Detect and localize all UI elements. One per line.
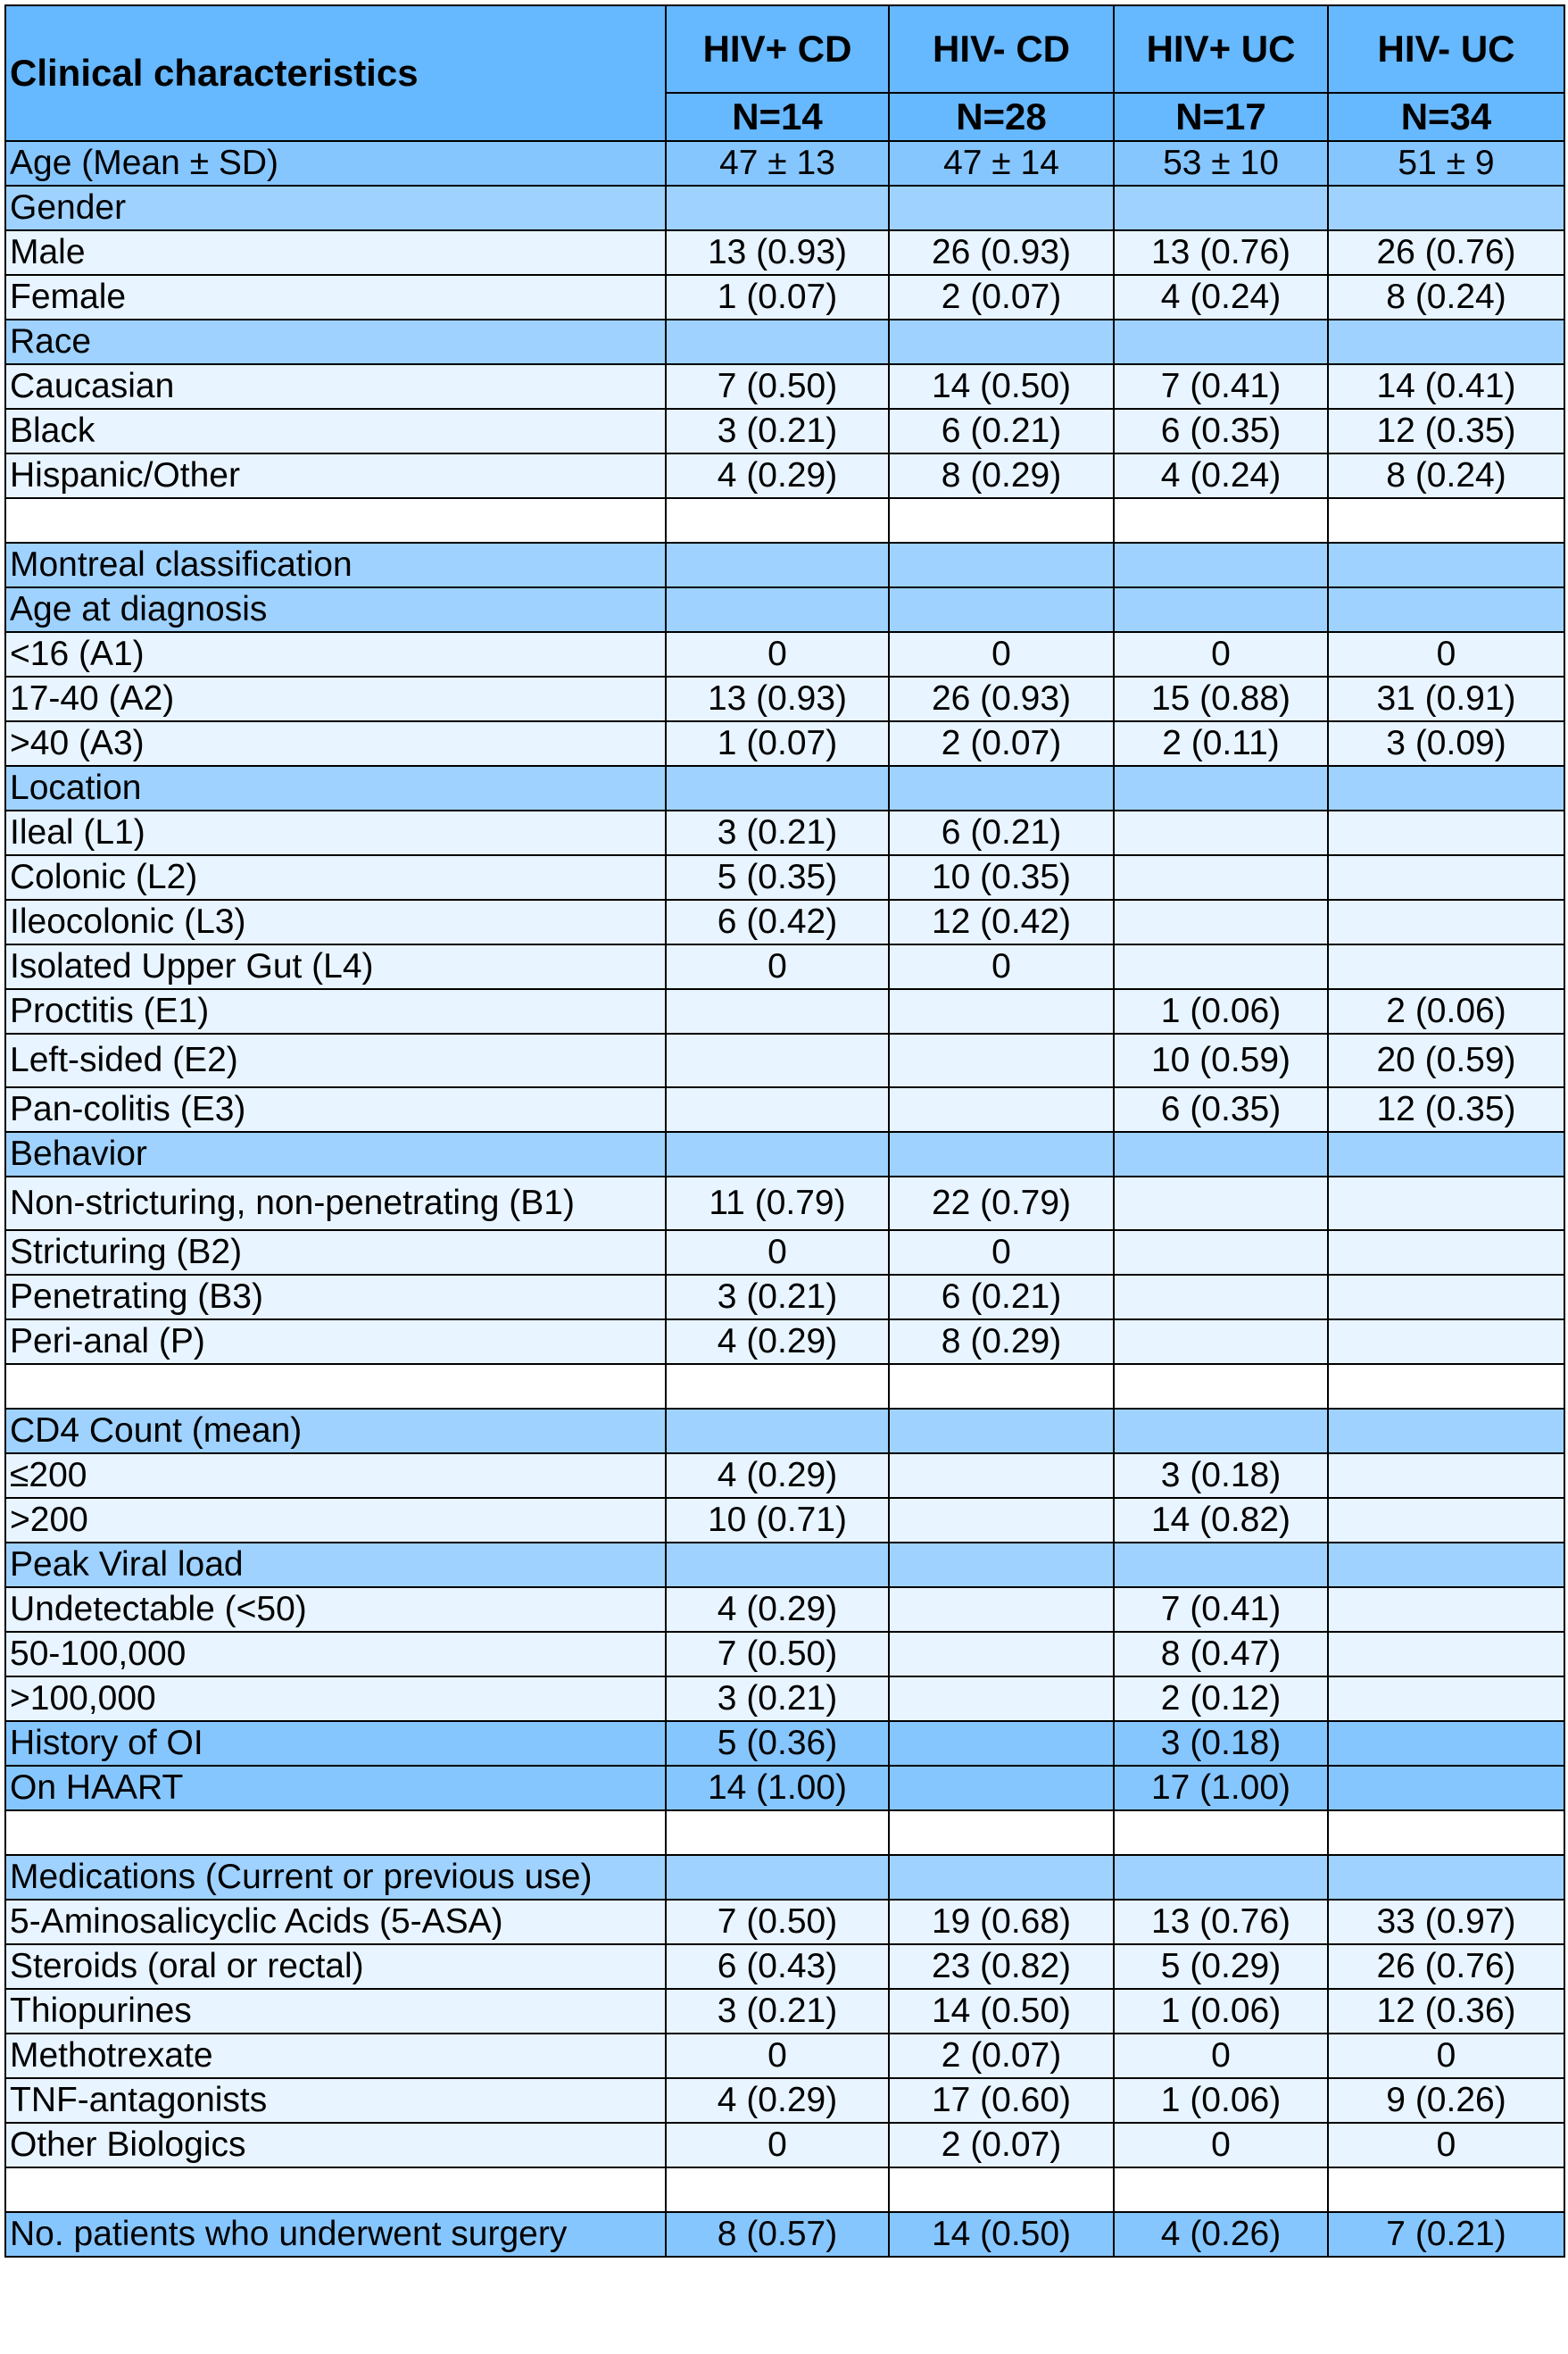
row-value: 6 (0.21) bbox=[889, 1275, 1114, 1319]
table-row bbox=[5, 1944, 1564, 1989]
row-value bbox=[1328, 900, 1564, 944]
table-row bbox=[5, 2034, 1564, 2078]
row-value bbox=[1114, 1230, 1328, 1275]
row-value bbox=[1114, 1409, 1328, 1453]
row-value: 3 (0.18) bbox=[1114, 1721, 1328, 1766]
table-row bbox=[5, 186, 1564, 230]
row-value: 31 (0.91) bbox=[1328, 677, 1564, 721]
row-value: 33 (0.97) bbox=[1328, 1900, 1564, 1944]
row-value bbox=[1114, 320, 1328, 364]
table-row bbox=[5, 1498, 1564, 1543]
row-value bbox=[666, 766, 889, 811]
row-value: 26 (0.76) bbox=[1328, 1944, 1564, 1989]
row-value bbox=[1114, 766, 1328, 811]
row-value: 7 (0.41) bbox=[1114, 364, 1328, 409]
row-value: 0 bbox=[1114, 2123, 1328, 2167]
row-value bbox=[889, 2167, 1114, 2212]
table-row bbox=[5, 855, 1564, 900]
row-label bbox=[5, 2167, 666, 2212]
table-row bbox=[5, 1810, 1564, 1855]
table-row bbox=[5, 944, 1564, 989]
table-row bbox=[5, 1364, 1564, 1409]
row-value: 0 bbox=[1114, 2034, 1328, 2078]
row-value bbox=[1328, 498, 1564, 543]
table-row bbox=[5, 453, 1564, 498]
row-label: Black bbox=[5, 409, 666, 453]
row-value: 8 (0.29) bbox=[889, 453, 1114, 498]
row-value: 6 (0.42) bbox=[666, 900, 889, 944]
row-value: 3 (0.21) bbox=[666, 1275, 889, 1319]
row-label: Undetectable (<50) bbox=[5, 1587, 666, 1632]
row-value: 26 (0.93) bbox=[889, 677, 1114, 721]
row-value bbox=[1114, 543, 1328, 587]
row-value bbox=[889, 1855, 1114, 1900]
row-label: Behavior bbox=[5, 1132, 666, 1177]
row-value bbox=[1328, 1498, 1564, 1543]
row-value: 8 (0.24) bbox=[1328, 275, 1564, 320]
row-value bbox=[889, 543, 1114, 587]
row-value bbox=[889, 498, 1114, 543]
row-value: 1 (0.07) bbox=[666, 275, 889, 320]
row-value: 7 (0.50) bbox=[666, 364, 889, 409]
row-value bbox=[889, 320, 1114, 364]
row-value: 9 (0.26) bbox=[1328, 2078, 1564, 2123]
row-value: 4 (0.29) bbox=[666, 1453, 889, 1498]
row-value: 4 (0.29) bbox=[666, 1587, 889, 1632]
row-label: Male bbox=[5, 230, 666, 275]
row-value: 4 (0.29) bbox=[666, 2078, 889, 2123]
row-value: 3 (0.21) bbox=[666, 1676, 889, 1721]
group-header-hiv-neg-uc: HIV- UC bbox=[1328, 5, 1564, 93]
n-hiv-pos-cd: N=14 bbox=[666, 93, 889, 141]
row-value bbox=[666, 498, 889, 543]
table-row bbox=[5, 632, 1564, 677]
table-row bbox=[5, 1275, 1564, 1319]
row-value: 13 (0.76) bbox=[1114, 230, 1328, 275]
row-value: 5 (0.29) bbox=[1114, 1944, 1328, 1989]
row-value: 4 (0.29) bbox=[666, 1319, 889, 1364]
row-value bbox=[1114, 1132, 1328, 1177]
row-label: Isolated Upper Gut (L4) bbox=[5, 944, 666, 989]
row-value: 17 (1.00) bbox=[1114, 1766, 1328, 1810]
row-value bbox=[1328, 1132, 1564, 1177]
n-hiv-pos-uc: N=17 bbox=[1114, 93, 1328, 141]
row-value bbox=[889, 1498, 1114, 1543]
row-value: 0 bbox=[889, 944, 1114, 989]
row-value bbox=[1328, 1676, 1564, 1721]
table-row bbox=[5, 498, 1564, 543]
table-title: Clinical characteristics bbox=[5, 5, 666, 141]
row-label: CD4 Count (mean) bbox=[5, 1409, 666, 1453]
row-label: >100,000 bbox=[5, 1676, 666, 1721]
table-row bbox=[5, 2123, 1564, 2167]
row-value bbox=[889, 1632, 1114, 1676]
row-label: Methotrexate bbox=[5, 2034, 666, 2078]
row-label: Age (Mean ± SD) bbox=[5, 141, 666, 186]
row-value bbox=[889, 1409, 1114, 1453]
table-body bbox=[5, 141, 1564, 2257]
row-value bbox=[1328, 1632, 1564, 1676]
table-row bbox=[5, 141, 1564, 186]
row-label: Colonic (L2) bbox=[5, 855, 666, 900]
row-value: 3 (0.21) bbox=[666, 1989, 889, 2034]
row-value: 0 bbox=[666, 2034, 889, 2078]
row-value: 1 (0.07) bbox=[666, 721, 889, 766]
table-row bbox=[5, 1989, 1564, 2034]
row-value bbox=[1328, 1721, 1564, 1766]
row-value: 7 (0.50) bbox=[666, 1900, 889, 1944]
table-row bbox=[5, 2167, 1564, 2212]
row-label: 50-100,000 bbox=[5, 1632, 666, 1676]
row-value bbox=[1328, 186, 1564, 230]
row-label: Female bbox=[5, 275, 666, 320]
row-value bbox=[1328, 855, 1564, 900]
row-value: 1 (0.06) bbox=[1114, 2078, 1328, 2123]
row-value bbox=[1114, 587, 1328, 632]
row-value bbox=[666, 320, 889, 364]
row-value bbox=[889, 1543, 1114, 1587]
row-value: 13 (0.93) bbox=[666, 677, 889, 721]
row-value: 23 (0.82) bbox=[889, 1944, 1114, 1989]
row-label: Medications (Current or previous use) bbox=[5, 1855, 666, 1900]
n-hiv-neg-cd: N=28 bbox=[889, 93, 1114, 141]
row-value bbox=[1328, 587, 1564, 632]
row-label: Other Biologics bbox=[5, 2123, 666, 2167]
row-value: 6 (0.21) bbox=[889, 811, 1114, 855]
row-value: 17 (0.60) bbox=[889, 2078, 1114, 2123]
row-value bbox=[666, 1087, 889, 1132]
row-value bbox=[666, 543, 889, 587]
row-value: 2 (0.07) bbox=[889, 2123, 1114, 2167]
row-label: On HAART bbox=[5, 1766, 666, 1810]
row-value: 8 (0.29) bbox=[889, 1319, 1114, 1364]
row-value: 5 (0.35) bbox=[666, 855, 889, 900]
row-value bbox=[889, 1132, 1114, 1177]
row-value bbox=[1114, 1855, 1328, 1900]
table-row bbox=[5, 1409, 1564, 1453]
row-label: Thiopurines bbox=[5, 1989, 666, 2034]
row-label: Montreal classification bbox=[5, 543, 666, 587]
row-value bbox=[666, 1409, 889, 1453]
row-label: Hispanic/Other bbox=[5, 453, 666, 498]
row-value: 1 (0.06) bbox=[1114, 1989, 1328, 2034]
table-row bbox=[5, 1632, 1564, 1676]
row-value bbox=[889, 1721, 1114, 1766]
row-value bbox=[889, 766, 1114, 811]
row-value bbox=[1328, 944, 1564, 989]
row-value: 10 (0.59) bbox=[1114, 1034, 1328, 1087]
row-value: 6 (0.35) bbox=[1114, 409, 1328, 453]
table-row bbox=[5, 230, 1564, 275]
table-row bbox=[5, 543, 1564, 587]
row-value: 2 (0.06) bbox=[1328, 989, 1564, 1034]
row-value bbox=[1328, 1319, 1564, 1364]
row-label: >200 bbox=[5, 1498, 666, 1543]
row-value bbox=[889, 1766, 1114, 1810]
row-value: 10 (0.35) bbox=[889, 855, 1114, 900]
table-row bbox=[5, 2212, 1564, 2257]
table-row bbox=[5, 1543, 1564, 1587]
row-value bbox=[666, 1364, 889, 1409]
table-row bbox=[5, 677, 1564, 721]
row-value: 8 (0.47) bbox=[1114, 1632, 1328, 1676]
row-label: <16 (A1) bbox=[5, 632, 666, 677]
group-header-hiv-neg-cd: HIV- CD bbox=[889, 5, 1114, 93]
row-value bbox=[1328, 1766, 1564, 1810]
row-label: Stricturing (B2) bbox=[5, 1230, 666, 1275]
row-label: Gender bbox=[5, 186, 666, 230]
row-value: 2 (0.11) bbox=[1114, 721, 1328, 766]
row-label: ≤200 bbox=[5, 1453, 666, 1498]
row-value bbox=[1114, 1810, 1328, 1855]
row-label bbox=[5, 498, 666, 543]
table-row bbox=[5, 1855, 1564, 1900]
row-value: 20 (0.59) bbox=[1328, 1034, 1564, 1087]
table-row bbox=[5, 1721, 1564, 1766]
table-row bbox=[5, 1319, 1564, 1364]
row-value bbox=[1328, 320, 1564, 364]
row-value: 22 (0.79) bbox=[889, 1177, 1114, 1230]
row-value: 0 bbox=[889, 632, 1114, 677]
table-row bbox=[5, 364, 1564, 409]
row-label bbox=[5, 1810, 666, 1855]
row-value: 0 bbox=[1328, 2034, 1564, 2078]
table-row bbox=[5, 989, 1564, 1034]
row-value: 47 ± 13 bbox=[666, 141, 889, 186]
row-value bbox=[1328, 1364, 1564, 1409]
row-value bbox=[1328, 543, 1564, 587]
row-label: Steroids (oral or rectal) bbox=[5, 1944, 666, 1989]
row-value bbox=[1328, 1855, 1564, 1900]
row-value bbox=[889, 587, 1114, 632]
clinical-characteristics-table bbox=[4, 4, 1565, 2258]
row-value bbox=[1328, 1177, 1564, 1230]
table-row bbox=[5, 1676, 1564, 1721]
row-value bbox=[1114, 855, 1328, 900]
table-row bbox=[5, 1132, 1564, 1177]
row-value: 7 (0.41) bbox=[1114, 1587, 1328, 1632]
table-row bbox=[5, 1900, 1564, 1944]
row-value: 14 (1.00) bbox=[666, 1766, 889, 1810]
row-value bbox=[1114, 186, 1328, 230]
table-row bbox=[5, 2078, 1564, 2123]
row-label: Non-stricturing, non-penetrating (B1) bbox=[5, 1177, 666, 1230]
row-value bbox=[1328, 1453, 1564, 1498]
row-value: 14 (0.41) bbox=[1328, 364, 1564, 409]
row-value bbox=[666, 186, 889, 230]
group-header-hiv-pos-uc: HIV+ UC bbox=[1114, 5, 1328, 93]
row-value: 14 (0.82) bbox=[1114, 1498, 1328, 1543]
row-label: >40 (A3) bbox=[5, 721, 666, 766]
row-value: 26 (0.93) bbox=[889, 230, 1114, 275]
table-row bbox=[5, 275, 1564, 320]
row-value bbox=[1114, 1543, 1328, 1587]
table-row bbox=[5, 587, 1564, 632]
row-value bbox=[1114, 1275, 1328, 1319]
table-row bbox=[5, 1453, 1564, 1498]
header-row-groups bbox=[5, 5, 1564, 93]
group-header-hiv-pos-cd: HIV+ CD bbox=[666, 5, 889, 93]
row-value: 0 bbox=[889, 1230, 1114, 1275]
row-value: 53 ± 10 bbox=[1114, 141, 1328, 186]
row-value: 12 (0.35) bbox=[1328, 1087, 1564, 1132]
row-value bbox=[1114, 900, 1328, 944]
row-value: 47 ± 14 bbox=[889, 141, 1114, 186]
row-label: Ileal (L1) bbox=[5, 811, 666, 855]
row-value bbox=[1114, 1177, 1328, 1230]
row-value: 15 (0.88) bbox=[1114, 677, 1328, 721]
row-value bbox=[1114, 811, 1328, 855]
n-hiv-neg-uc: N=34 bbox=[1328, 93, 1564, 141]
row-value: 3 (0.21) bbox=[666, 409, 889, 453]
row-value bbox=[666, 1543, 889, 1587]
row-label: 17-40 (A2) bbox=[5, 677, 666, 721]
row-value bbox=[1328, 2167, 1564, 2212]
row-label: Penetrating (B3) bbox=[5, 1275, 666, 1319]
row-value bbox=[889, 1810, 1114, 1855]
table-row bbox=[5, 766, 1564, 811]
row-value bbox=[1114, 944, 1328, 989]
row-label: TNF-antagonists bbox=[5, 2078, 666, 2123]
row-value: 11 (0.79) bbox=[666, 1177, 889, 1230]
row-value: 4 (0.26) bbox=[1114, 2212, 1328, 2257]
row-value: 0 bbox=[1328, 2123, 1564, 2167]
row-value: 2 (0.07) bbox=[889, 721, 1114, 766]
row-value bbox=[666, 2167, 889, 2212]
row-value: 4 (0.29) bbox=[666, 453, 889, 498]
row-value bbox=[889, 1087, 1114, 1132]
row-label: Proctitis (E1) bbox=[5, 989, 666, 1034]
table-row bbox=[5, 1230, 1564, 1275]
table-row bbox=[5, 1766, 1564, 1810]
row-value: 12 (0.35) bbox=[1328, 409, 1564, 453]
row-value: 5 (0.36) bbox=[666, 1721, 889, 1766]
row-value: 2 (0.12) bbox=[1114, 1676, 1328, 1721]
row-value: 13 (0.93) bbox=[666, 230, 889, 275]
row-value: 0 bbox=[1328, 632, 1564, 677]
row-value bbox=[1114, 2167, 1328, 2212]
row-value bbox=[1328, 1409, 1564, 1453]
row-value: 26 (0.76) bbox=[1328, 230, 1564, 275]
table-row bbox=[5, 1087, 1564, 1132]
row-value bbox=[1328, 1230, 1564, 1275]
row-value: 6 (0.21) bbox=[889, 409, 1114, 453]
row-value: 13 (0.76) bbox=[1114, 1900, 1328, 1944]
row-value: 3 (0.21) bbox=[666, 811, 889, 855]
row-value bbox=[1328, 766, 1564, 811]
row-value: 4 (0.24) bbox=[1114, 275, 1328, 320]
row-value: 0 bbox=[666, 944, 889, 989]
row-label: Ileocolonic (L3) bbox=[5, 900, 666, 944]
row-value: 51 ± 9 bbox=[1328, 141, 1564, 186]
row-value: 2 (0.07) bbox=[889, 2034, 1114, 2078]
row-value bbox=[666, 1855, 889, 1900]
row-label: Peak Viral load bbox=[5, 1543, 666, 1587]
row-label: Peri-anal (P) bbox=[5, 1319, 666, 1364]
table-row bbox=[5, 900, 1564, 944]
row-value: 4 (0.24) bbox=[1114, 453, 1328, 498]
row-value bbox=[889, 1453, 1114, 1498]
row-value bbox=[889, 1587, 1114, 1632]
row-value: 0 bbox=[666, 1230, 889, 1275]
row-value: 12 (0.42) bbox=[889, 900, 1114, 944]
row-value: 0 bbox=[666, 632, 889, 677]
row-value: 7 (0.50) bbox=[666, 1632, 889, 1676]
row-value bbox=[666, 1132, 889, 1177]
row-value: 0 bbox=[666, 2123, 889, 2167]
row-label: Race bbox=[5, 320, 666, 364]
row-value: 10 (0.71) bbox=[666, 1498, 889, 1543]
row-label: 5-Aminosalicyclic Acids (5-ASA) bbox=[5, 1900, 666, 1944]
row-value bbox=[1328, 1587, 1564, 1632]
row-value: 6 (0.35) bbox=[1114, 1087, 1328, 1132]
row-value: 19 (0.68) bbox=[889, 1900, 1114, 1944]
row-value: 8 (0.24) bbox=[1328, 453, 1564, 498]
row-label bbox=[5, 1364, 666, 1409]
row-value: 0 bbox=[1114, 632, 1328, 677]
table-row bbox=[5, 1034, 1564, 1087]
row-value bbox=[666, 1810, 889, 1855]
row-value: 6 (0.43) bbox=[666, 1944, 889, 1989]
row-value bbox=[1114, 1319, 1328, 1364]
row-label: Age at diagnosis bbox=[5, 587, 666, 632]
row-label: Caucasian bbox=[5, 364, 666, 409]
row-value bbox=[889, 186, 1114, 230]
row-value bbox=[889, 1676, 1114, 1721]
row-value: 3 (0.18) bbox=[1114, 1453, 1328, 1498]
row-label: Location bbox=[5, 766, 666, 811]
row-value: 14 (0.50) bbox=[889, 2212, 1114, 2257]
table-row bbox=[5, 1177, 1564, 1230]
row-label: Left-sided (E2) bbox=[5, 1034, 666, 1087]
row-value bbox=[1328, 1810, 1564, 1855]
row-value bbox=[666, 1034, 889, 1087]
table-row bbox=[5, 409, 1564, 453]
row-value bbox=[1114, 498, 1328, 543]
row-label: Pan-colitis (E3) bbox=[5, 1087, 666, 1132]
row-value: 8 (0.57) bbox=[666, 2212, 889, 2257]
row-value bbox=[1114, 1364, 1328, 1409]
row-value bbox=[889, 1364, 1114, 1409]
row-value bbox=[666, 587, 889, 632]
row-value bbox=[1328, 1543, 1564, 1587]
row-label: History of OI bbox=[5, 1721, 666, 1766]
table-row bbox=[5, 811, 1564, 855]
row-label: No. patients who underwent surgery bbox=[5, 2212, 666, 2257]
table-row bbox=[5, 320, 1564, 364]
table-row bbox=[5, 721, 1564, 766]
row-value: 14 (0.50) bbox=[889, 364, 1114, 409]
row-value bbox=[889, 989, 1114, 1034]
row-value: 3 (0.09) bbox=[1328, 721, 1564, 766]
row-value bbox=[889, 1034, 1114, 1087]
row-value bbox=[666, 989, 889, 1034]
row-value: 7 (0.21) bbox=[1328, 2212, 1564, 2257]
row-value: 14 (0.50) bbox=[889, 1989, 1114, 2034]
table-row bbox=[5, 1587, 1564, 1632]
row-value: 12 (0.36) bbox=[1328, 1989, 1564, 2034]
row-value: 1 (0.06) bbox=[1114, 989, 1328, 1034]
row-value: 2 (0.07) bbox=[889, 275, 1114, 320]
row-value bbox=[1328, 1275, 1564, 1319]
row-value bbox=[1328, 811, 1564, 855]
